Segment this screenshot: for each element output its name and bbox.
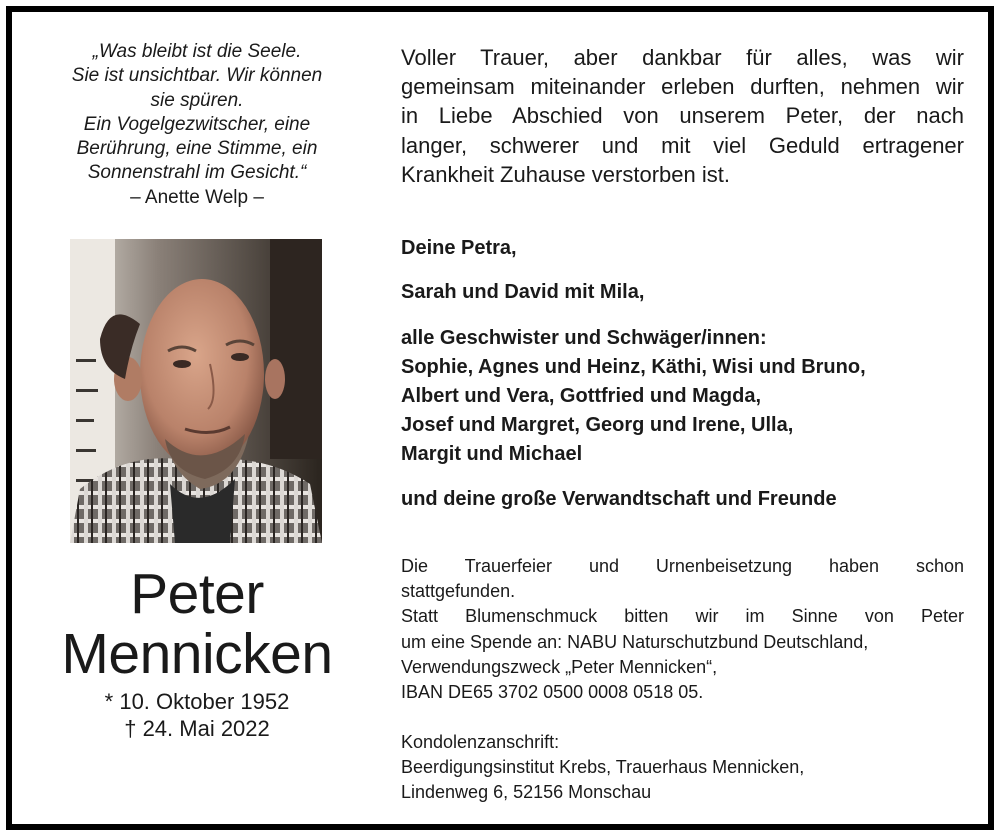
quote-author: – Anette Welp –: [130, 186, 264, 208]
quote-line: „Was bleibt ist die Seele.: [92, 41, 302, 62]
right-column: [401, 12, 965, 824]
funeral-info: [401, 554, 964, 705]
funeral-line: stattgefunden.: [401, 581, 516, 602]
intro-line: Voller Trauer, aber dankbar für alles, was wir: [401, 45, 964, 70]
siblings-heading: alle Geschwister und Schwäger/innen:: [401, 327, 767, 349]
birth-date: * 10. Oktober 1952: [104, 689, 290, 714]
left-column: [12, 12, 382, 824]
death-date: † 24. Mai 2022: [124, 716, 270, 741]
siblings-line: Margit und Michael: [401, 443, 583, 465]
family-spouse: Deine Petra,: [401, 237, 517, 259]
intro-line: gemeinsam miteinander erleben durften, nehmen wir: [401, 74, 964, 100]
intro-line: Krankheit Zuhause verstorben ist.: [401, 161, 730, 187]
funeral-line: Verwendungszweck „Peter Mennicken“,: [401, 656, 718, 677]
condolence-heading: Kondolenzanschrift:: [401, 732, 560, 752]
quote-line: sie spüren.: [150, 89, 244, 111]
quote-line: Ein Vogelgezwitscher, eine: [83, 113, 311, 135]
condolence-line: Lindenweg 6, 52156 Monschau: [401, 782, 652, 803]
portrait-photo: [70, 239, 322, 543]
funeral-line: Die Trauerfeier und Urnenbeisetzung haben schon: [401, 556, 964, 576]
condolence-address: [401, 730, 964, 806]
funeral-line: Statt Blumenschmuck bitten wir im Sinne von Peter: [401, 606, 964, 627]
obituary-card: [6, 6, 994, 830]
siblings-line: Sophie, Agnes und Heinz, Käthi, Wisi und Bruno,: [401, 356, 866, 378]
family-children: Sarah und David mit Mila,: [401, 281, 645, 303]
deceased-last-name: Mennicken: [61, 622, 333, 686]
funeral-line: um eine Spende an: NABU Naturschutzbund Deutschland,: [401, 631, 869, 652]
memorial-quote: [32, 40, 362, 210]
siblings-line: Josef und Margret, Georg und Irene, Ulla,: [401, 414, 794, 436]
family-siblings: [401, 324, 964, 469]
intro-line: in Liebe Abschied von unserem Peter, der nach: [401, 103, 964, 129]
condolence-line: Beerdigungsinstitut Krebs, Trauerhaus Mennicken,: [401, 757, 805, 778]
quote-line: Berührung, eine Stimme, ein: [76, 138, 318, 160]
intro-paragraph: [401, 43, 964, 189]
siblings-line: Albert und Vera, Gottfried und Magda,: [401, 385, 762, 407]
life-dates: [32, 688, 362, 742]
quote-line: Sonnenstrahl im Gesicht.“: [87, 162, 307, 184]
intro-line: langer, schwerer und mit viel Geduld ertragener: [401, 132, 964, 158]
family-relatives: und deine große Verwandtschaft und Freunde: [401, 488, 837, 510]
iban-line: IBAN DE65 3702 0500 0008 0518 05.: [401, 682, 704, 703]
deceased-first-name: Peter: [130, 562, 264, 626]
quote-line: Sie ist unsichtbar. Wir können: [71, 65, 323, 87]
